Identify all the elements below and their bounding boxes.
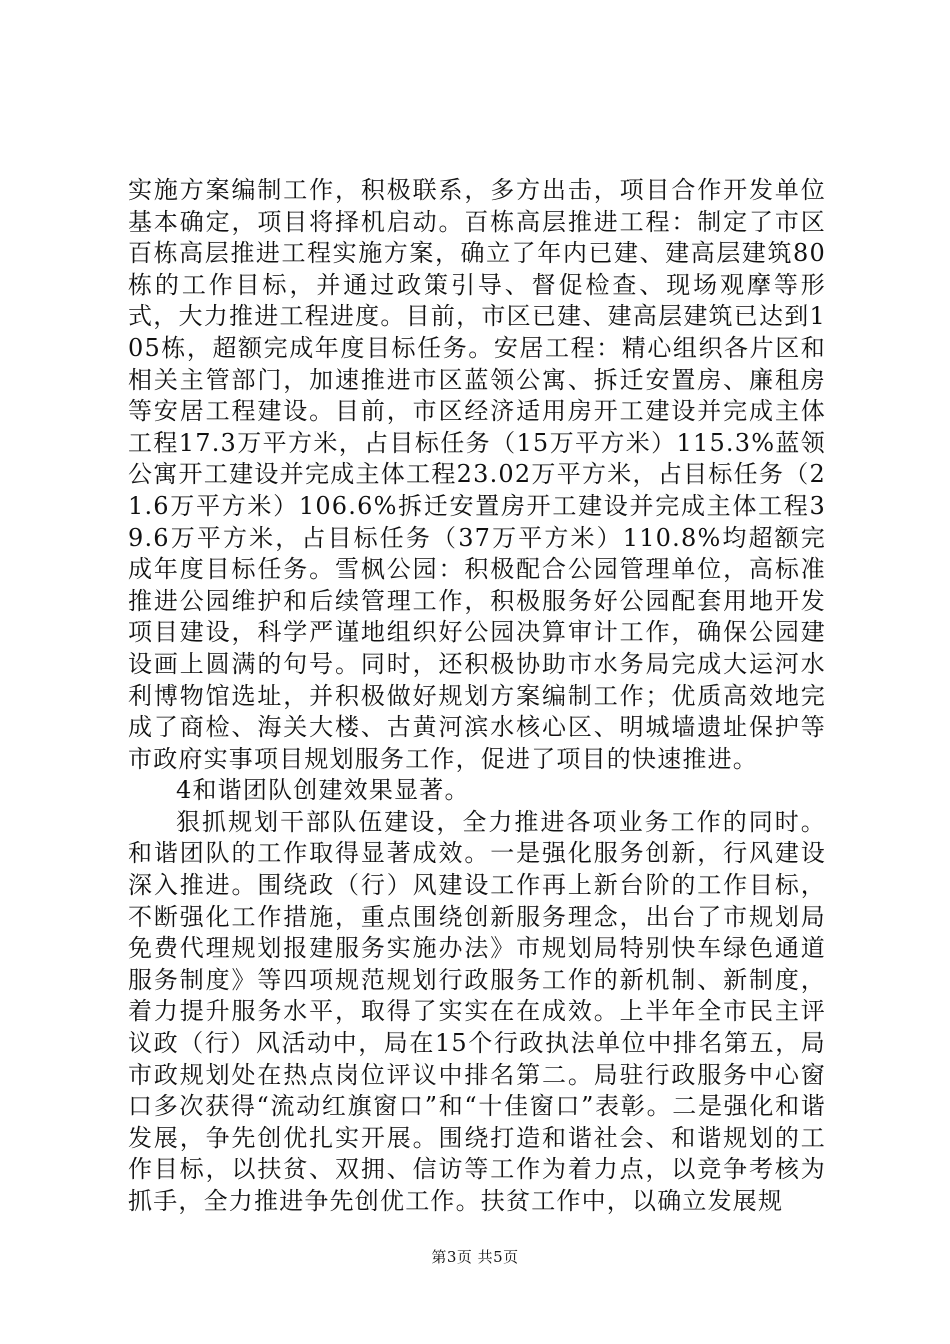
- paragraph-continuation: 实施方案编制工作，积极联系，多方出击，项目合作开发单位基本确定，项目将择机启动。百栋高层推进工程：制定了市区百栋高层推进工程实施方案，确立了年内已建、建高层建筑80栋的工作目标，并通过政策引导、督促检查、现场观摩等形式，大力推进工程进度。目前，市区已建、建高层建筑已达到105栋，超额完成年度目标任务。安居工程：精心组织各片区和相关主管部门，加速推进市区蓝领公寓、拆迁安置房、廉租房等安居工程建设。目前，市区经济适用房开工建设并完成主体工程17.3万平方米，占目标任务（15万平方米）115.3%蓝领公寓开工建设并完成主体工程23.02万平方米，占目标任务（21.6万平方米）106.6%拆迁安置房开工建设并完成主体工程39.6万平方米，占目标任务（37万平方米）110.8%均超额完成年度目标任务。雪枫公园：积极配合公园管理单位，高标准推进公园维护和后续管理工作，积极服务好公园配套用地开发项目建设，科学严谨地组织好公园决算审计工作，确保公园建设画上圆满的句号。同时，还积极协助市水务局完成大运河水利博物馆选址，并积极做好规划方案编制工作；优质高效地完成了商检、海关大楼、古黄河滨水核心区、明城墙遗址保护等市政府实事项目规划服务工作，促进了项目的快速推进。: [128, 176, 826, 773]
- document-body: [128, 175, 826, 1218]
- section-heading: 4和谐团队创建效果显著。: [176, 776, 470, 805]
- page-number-footer: 第3页 共5页: [431, 1248, 519, 1266]
- paragraph-team-building: 狠抓规划干部队伍建设，全力推进各项业务工作的同时。和谐团队的工作取得显著成效。一是强化服务创新，行风建设深入推进。围绕政（行）风建设工作再上新台阶的工作目标，不断强化工作措施，重点围绕创新服务理念，出台了市规划局免费代理规划报建服务实施办法》市规划局特别快车绿色通道服务制度》等四项规范规划行政服务工作的新机制、新制度，着力提升服务水平，取得了实实在在成效。上半年全市民主评议政（行）风活动中，局在15个行政执法单位中排名第五，局市政规划处在热点岗位评议中排名第二。局驻行政服务中心窗口多次获得“流动红旗窗口”和“十佳窗口”表彰。二是强化和谐发展，争先创优扎实开展。围绕打造和谐社会、和谐规划的工作目标，以扶贫、双拥、信访等工作为着力点，以竞争考核为抓手，全力推进争先创优工作。扶贫工作中，以确立发展规: [128, 807, 826, 1215]
